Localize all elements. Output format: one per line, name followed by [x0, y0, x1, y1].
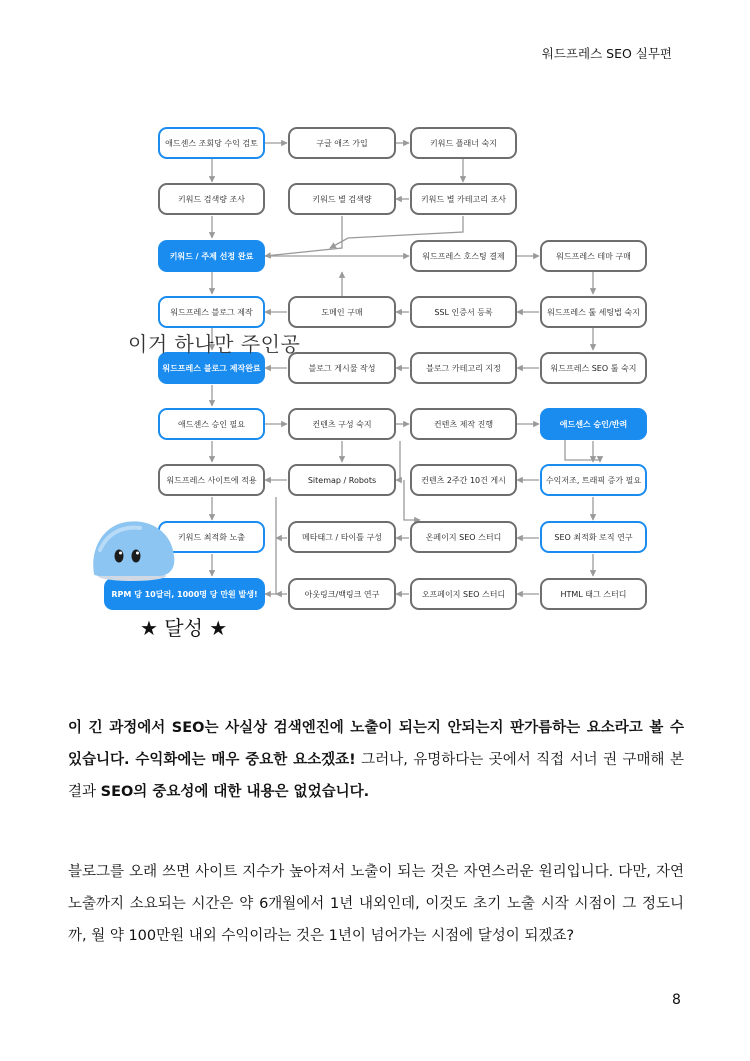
flow-node-category-by-keyword: 키워드 별 카테고리 조사 — [410, 183, 517, 215]
flow-node-publish-content: 컨텐츠 2주간 10건 게시 — [410, 464, 517, 496]
paragraph-bold-tail: SEO의 중요성에 대한 내용은 없었습니다. — [100, 784, 370, 800]
flow-node-hosting-payment: 워드프레스 호스팅 결제 — [410, 240, 517, 272]
flow-node-blog-complete: 워드프레스 블로그 제작완료 — [158, 352, 265, 384]
flow-node-content-production: 컨텐츠 제작 진행 — [410, 408, 517, 440]
paragraph-natural-exposure: 블로그를 오래 쓰면 사이트 지수가 높아져서 노출이 되는 것은 자연스러운 원리입니다. 다만, 자연노출까지 소요되는 시간은 약 6개월에서 1년 내외인데, 이것도 초기 노출 시작 시점이 그 정도니까, 월 약 100만원 내외 수익이라는 것은 1년이 넘어가는 시점에 달성이 되겠죠? — [68, 864, 684, 944]
flow-node-backlink-research: 아웃링크/백링크 연구 — [288, 578, 396, 610]
flow-node-volume-by-keyword: 키워드 별 검색량 — [288, 183, 396, 215]
flow-node-seo-tool: 워드프레스 SEO 툴 숙지 — [540, 352, 647, 384]
flow-node-content-structure: 컨텐츠 구성 숙지 — [288, 408, 396, 440]
flow-node-google-ads-signup: 구글 애즈 가입 — [288, 127, 396, 159]
page-header: 워드프레스 SEO 실무편 — [541, 46, 672, 61]
flow-node-topic-selected: 키워드 / 주제 선정 완료 — [158, 240, 265, 272]
flow-node-html-tags: HTML 태그 스터디 — [540, 578, 647, 610]
flow-node-adsense-approved-rejected: 애드센스 승인/반려 — [540, 408, 647, 440]
flow-node-assign-category: 블로그 카테고리 지정 — [410, 352, 517, 384]
flow-node-keyword-volume-research: 키워드 검색량 조사 — [158, 183, 265, 215]
flow-node-tool-settings: 워드프레스 툴 세팅법 숙지 — [540, 296, 647, 328]
flow-node-rpm-result: RPM 당 10달러, 1000명 당 만원 발생! — [104, 578, 265, 610]
flow-node-low-revenue: 수익저조, 트래픽 증가 필요 — [540, 464, 647, 496]
flow-node-adsense-rpm-review: 애드센스 조회당 수익 검토 — [158, 127, 265, 159]
flow-node-keyword-optimized: 키워드 최적화 노출 — [158, 521, 265, 553]
paragraph-normal-text: 그러나, 유명하다는 곳에서 직접 서너 권 구매해 본 결과 — [68, 752, 684, 800]
flow-node-sitemap-robots: Sitemap / Robots — [288, 464, 396, 496]
annotation-owner-note: 이거 하나만 주인공 — [128, 332, 301, 356]
paragraph-seo-importance — [68, 712, 684, 808]
flow-node-adsense-approval-needed: 애드센스 승인 필요 — [158, 408, 265, 440]
flow-node-domain-purchase: 도메인 구매 — [288, 296, 396, 328]
flow-node-ssl-register: SSL 인증서 등록 — [410, 296, 517, 328]
flow-node-meta-title: 메타태그 / 타이틀 구성 — [288, 521, 396, 553]
annotation-achieved: ★ 달성 ★ — [140, 616, 228, 640]
paragraph-bold-lead: 이 긴 과정에서 SEO는 사실상 검색엔진에 노출이 되는지 안되는지 판가름하는 요소라고 볼 수 있습니다. 수익화에는 매우 중요한 요소겠죠! — [68, 720, 684, 768]
flow-node-onpage-seo: 온페이지 SEO 스터디 — [410, 521, 517, 553]
flow-node-seo-logic: SEO 최적화 로직 연구 — [540, 521, 647, 553]
flow-node-theme-purchase: 워드프레스 테마 구매 — [540, 240, 647, 272]
flow-node-keyword-planner: 키워드 플래너 숙지 — [410, 127, 517, 159]
flow-node-write-posts: 블로그 게시물 작성 — [288, 352, 396, 384]
page-number: 8 — [672, 992, 681, 1008]
flow-node-blog-build: 워드프레스 블로그 제작 — [158, 296, 265, 328]
blob-mascot-image — [88, 510, 180, 582]
flow-node-offpage-seo: 오프페이지 SEO 스터디 — [410, 578, 517, 610]
flow-node-apply-to-site: 워드프레스 사이트에 적용 — [158, 464, 265, 496]
